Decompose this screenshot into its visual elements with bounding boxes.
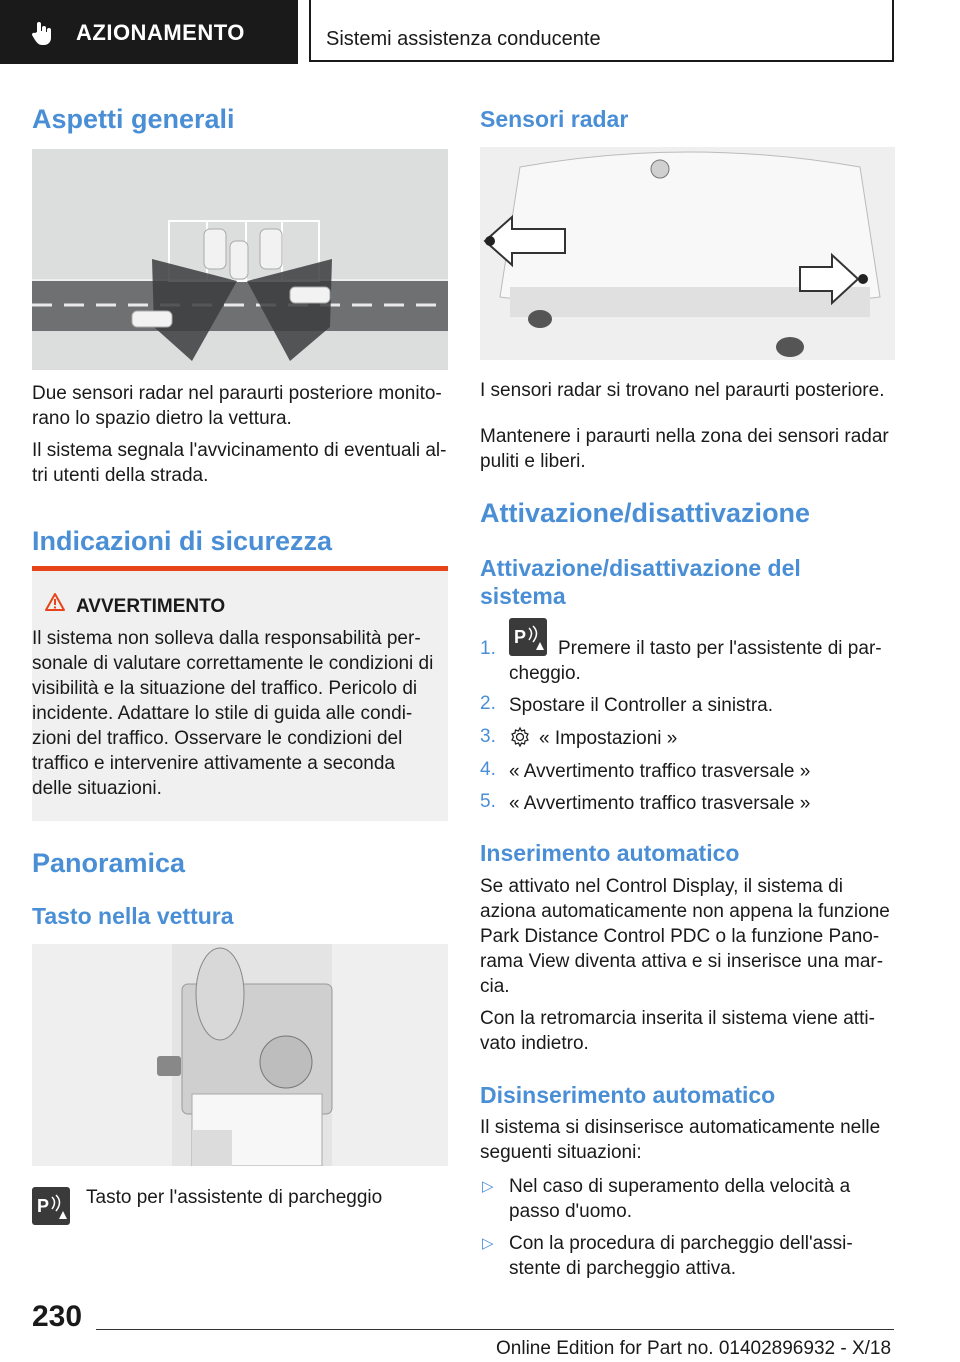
- heading-sensors: Sensori radar: [480, 106, 629, 132]
- step-number: 2.: [480, 693, 496, 714]
- hand-press-icon: [28, 18, 58, 48]
- figure-center-console: [32, 944, 448, 1166]
- paragraph-auto-on-2: Con la retromarcia inserita il sistema viene atti- vato indietro.: [480, 1008, 875, 1054]
- bullet-item: Nel caso di superamento della velocità a passo d'uomo.: [509, 1176, 851, 1222]
- heading-general: Aspetti generali: [32, 104, 235, 134]
- button-caption: Tasto per l'assistente di parcheggio: [86, 1187, 383, 1208]
- heading-button: Tasto nella vettura: [32, 903, 234, 929]
- park-assist-button-icon: [32, 1187, 70, 1225]
- paragraph-auto-on-1: Se attivato nel Control Display, il sistema di aziona automaticamente non appena la funzione Park Distance Control PDC o la funzione Pano- rama View diventa attiva e si inserisce una mar- cia.: [480, 876, 890, 997]
- paragraph-sensors-1: I sensori radar si trovano nel paraurti posteriore.: [480, 380, 885, 401]
- step-text: cheggio.: [509, 663, 581, 684]
- section-label: AZIONAMENTO: [76, 20, 245, 45]
- warning-triangle-icon: [44, 592, 66, 612]
- step-number: 5.: [480, 791, 496, 812]
- heading-activation: Attivazione/disattivazione: [480, 498, 811, 528]
- gear-icon: [509, 726, 531, 748]
- footer-rule: [96, 1329, 894, 1330]
- step-text: Spostare il Controller a sinistra.: [509, 695, 773, 716]
- page-number: 230: [32, 1300, 83, 1333]
- bullet-arrow-icon: ▷: [482, 1178, 494, 1195]
- heading-auto-off: Disinserimento automatico: [480, 1082, 776, 1108]
- svg-text:P: P: [37, 1196, 50, 1216]
- park-assist-button-icon: [509, 618, 547, 656]
- warning-title: AVVERTIMENTO: [76, 596, 226, 617]
- step-text: Premere il tasto per l'assistente di par-: [558, 638, 882, 659]
- svg-text:P: P: [514, 627, 527, 647]
- heading-system-toggle: Attivazione/disattivazione del sistema: [480, 555, 801, 609]
- paragraph-auto-off: Il sistema si disinserisce automaticamente nelle seguenti situazioni:: [480, 1117, 881, 1163]
- step-number: 3.: [480, 726, 496, 747]
- heading-auto-on: Inserimento automatico: [480, 840, 740, 866]
- step-number: 4.: [480, 759, 496, 780]
- heading-safety: Indicazioni di sicurezza: [32, 526, 333, 556]
- bullet-arrow-icon: ▷: [482, 1235, 494, 1252]
- step-number: 1.: [480, 638, 496, 659]
- paragraph-general-1: Due sensori radar nel paraurti posteriore monito- rano lo spazio dietro la vettura.: [32, 383, 442, 429]
- step-text: « Avvertimento traffico trasversale »: [509, 793, 811, 814]
- bullet-item: Con la procedura di parcheggio dell'assi- stente di parcheggio attiva.: [509, 1233, 853, 1279]
- chapter-title: Sistemi assistenza conducente: [326, 28, 601, 50]
- step-text: « Avvertimento traffico trasversale »: [509, 761, 811, 782]
- heading-overview: Panoramica: [32, 848, 186, 878]
- step-text: « Impostazioni »: [539, 728, 678, 749]
- paragraph-general-2: Il sistema segnala l'avvicinamento di eventuali al- tri utenti della strada.: [32, 440, 447, 486]
- footer-edition: Online Edition for Part no. 01402896932 - X/18: [496, 1338, 892, 1359]
- warning-text: Il sistema non solleva dalla responsabilità per- sonale di valutare correttamente le condizioni di visibilità e la situazione del traffico. Pericolo di incidente. Adattare lo stile di guida alle condi- zioni del traffico. Osservare le condizioni del traffico e intervenire attivamente a seconda delle situazioni.: [32, 628, 434, 799]
- figure-rear-bumper: [480, 147, 895, 360]
- paragraph-sensors-2: Mantenere i paraurti nella zona dei sensori radar puliti e liberi.: [480, 426, 889, 472]
- figure-blind-spot-diagram: [32, 149, 448, 370]
